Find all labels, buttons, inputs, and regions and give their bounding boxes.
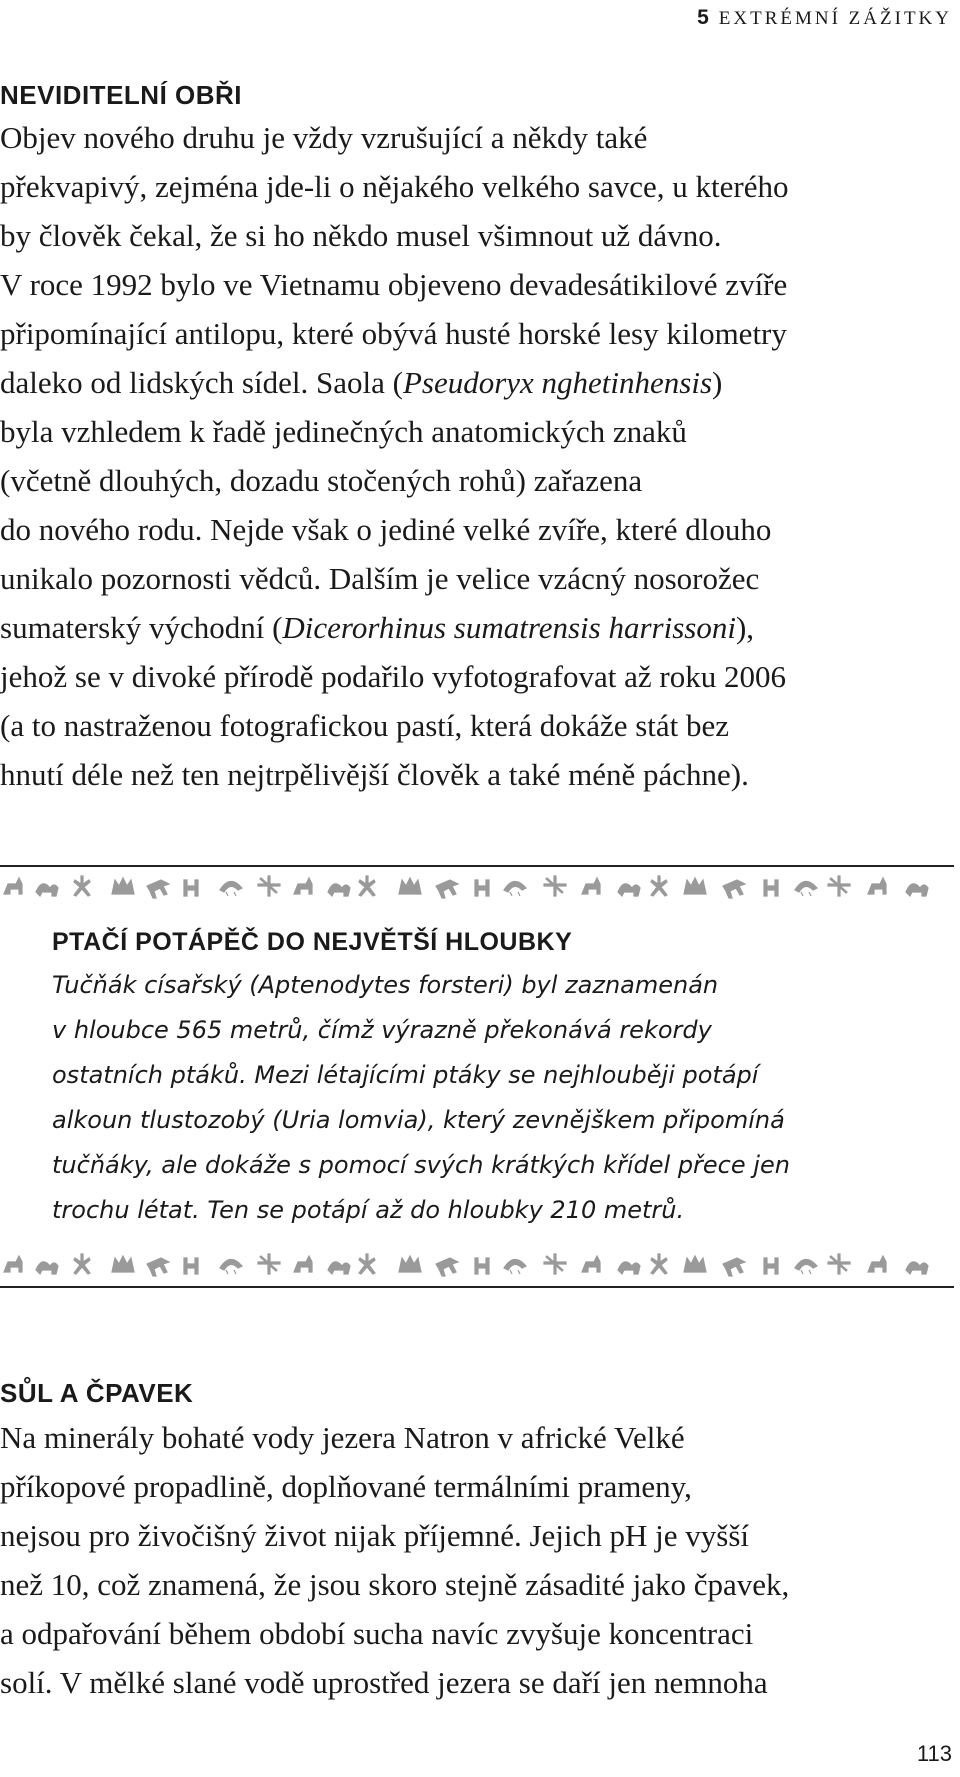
animal-silhouette-icon <box>651 1254 667 1274</box>
body-line: než 10, což znamená, že jsou skoro stejně zásadité jako čpavek, <box>0 1567 790 1602</box>
animal-silhouette-icon <box>112 878 134 894</box>
animal-silhouette-icon <box>220 881 242 896</box>
animal-decoration-strip-top <box>0 872 954 902</box>
animal-silhouette-icon <box>764 880 778 896</box>
animal-silhouette-icon <box>906 884 928 896</box>
box-heading: PTAČÍ POTÁPĚČ DO NEJVĚTŠÍ HLOUBKY <box>52 928 573 956</box>
body-line: překvapivý, zejména jde-li o nějakého velkého savce, u kterého <box>0 169 789 204</box>
running-head <box>697 6 952 30</box>
animal-silhouette-icon <box>184 880 198 896</box>
animal-silhouette-icon <box>618 884 640 896</box>
animal-silhouette-icon <box>828 1254 850 1274</box>
page-number: 113 <box>916 1741 952 1766</box>
animal-silhouette-icon <box>475 1258 489 1274</box>
animal-silhouette-icon <box>828 876 850 896</box>
animal-silhouette-icon <box>475 880 489 896</box>
animal-silhouette-icon <box>723 1258 745 1276</box>
animal-silhouette-icon <box>436 1258 458 1276</box>
species-name: Dicerorhinus sumatrensis harrissoni <box>282 610 736 645</box>
box-line: trochu létat. Ten se potápí až do hloubky 210 metrů. <box>52 1196 685 1224</box>
body-line: unikalo pozornosti vědců. Dalším je velice vzácný nosorožec <box>0 561 760 596</box>
animal-silhouette-icon <box>618 1262 640 1274</box>
body-line: solí. V mělké slané vodě uprostřed jezera se daří jen nemnoha <box>0 1665 768 1700</box>
body-line: a odpařování během období sucha navíc zvyšuje koncentraci <box>0 1616 754 1651</box>
body-line: do nového rodu. Nejde však o jediné velké zvíře, které dlouho <box>0 512 772 547</box>
animal-silhouette-icon <box>684 878 706 894</box>
animal-silhouette-icon <box>582 1256 600 1272</box>
animal-silhouette-icon <box>258 876 280 896</box>
section-sul-a-cpavek <box>0 1378 960 1707</box>
animal-silhouette-icon <box>544 876 566 896</box>
chapter-title: EXTRÉMNÍ ZÁŽITKY <box>718 8 952 29</box>
body-line: hnutí déle než ten nejtrpělivější člověk a také méně páchne). <box>0 757 749 792</box>
animal-silhouette-icon <box>359 1254 375 1274</box>
body-line: příkopové propadlině, doplňované termálními prameny, <box>0 1469 692 1504</box>
animal-decoration-strip-bottom <box>0 1250 954 1280</box>
box-line: ostatních ptáků. Mezi létajícími ptáky se nejhlouběji potápí <box>52 1061 759 1089</box>
animal-silhouette-icon <box>868 1256 886 1272</box>
text-run: ), <box>735 610 755 645</box>
body-line: V roce 1992 bylo ve Vietnamu objeveno devadesátikilové zvíře <box>0 267 788 302</box>
body-line: (včetně dlouhých, dozadu stočených rohů) zařazena <box>0 463 643 498</box>
animal-silhouette-icon <box>294 878 312 894</box>
body-line: by člověk čekal, že si ho někdo musel všimnout už dávno. <box>0 218 722 253</box>
box-line: Tučňák císařský (Aptenodytes forsteri) byl zaznamenán <box>52 971 719 999</box>
animal-silhouette-icon <box>504 881 526 896</box>
animal-silhouette-icon <box>36 884 58 896</box>
animal-silhouette-icon <box>684 1256 706 1272</box>
animal-silhouette-icon <box>147 1258 169 1276</box>
animal-silhouette-icon <box>258 1254 280 1274</box>
animal-silhouette-icon <box>147 880 169 898</box>
animal-silhouette-icon <box>582 878 600 894</box>
animal-silhouette-icon <box>328 884 350 896</box>
box-line: alkoun tlustozobý (Uria lomvia), který zevnějškem připomíná <box>52 1106 785 1134</box>
text-run: ) <box>712 365 723 400</box>
body-line: Na minerály bohaté vody jezera Natron v africké Velké <box>0 1420 685 1455</box>
chapter-number: 5 <box>697 6 709 29</box>
animal-silhouette-icon <box>399 1256 421 1272</box>
sidebar-box <box>52 928 952 1233</box>
animal-silhouette-icon <box>436 880 458 898</box>
body-line: byla vzhledem k řadě jedinečných anatomických znaků <box>0 414 687 449</box>
animal-silhouette-icon <box>399 878 421 894</box>
animal-silhouette-icon <box>723 880 745 898</box>
body-line: jehož se v divoké přírodě podařilo vyfotografovat až roku 2006 <box>0 659 786 694</box>
animal-silhouette-icon <box>795 1259 817 1274</box>
box-body <box>52 963 952 1233</box>
animal-silhouette-icon <box>359 876 375 896</box>
animal-silhouette-icon <box>795 881 817 896</box>
section-heading: SŮL A ČPAVEK <box>0 1378 194 1408</box>
text-run: sumaterský východní ( <box>0 610 283 645</box>
animal-silhouette-icon <box>74 876 90 896</box>
animal-silhouette-icon <box>906 1262 928 1274</box>
section-body <box>0 113 960 799</box>
section-neviditelni-obri <box>0 80 960 799</box>
body-line: (a to nastraženou fotografickou pastí, která dokáže stát bez <box>0 708 730 743</box>
species-name: Pseudoryx nghetinhensis <box>402 365 713 400</box>
box-line: v hloubce 565 metrů, čímž výrazně překonává rekordy <box>52 1016 712 1044</box>
animal-silhouette-icon <box>868 878 886 894</box>
body-line <box>0 603 960 652</box>
section-body <box>0 1413 960 1707</box>
text-run: daleko od lidských sídel. Saola ( <box>0 365 403 400</box>
body-line: připomínající antilopu, které obývá husté horské lesy kilometry <box>0 316 787 351</box>
animal-silhouette-icon <box>184 1258 198 1274</box>
animal-silhouette-icon <box>328 1262 350 1274</box>
animal-silhouette-icon <box>4 1256 22 1272</box>
box-bottom-rule <box>0 1286 954 1288</box>
animal-silhouette-icon <box>294 1256 312 1272</box>
animal-silhouette-icon <box>220 1259 242 1274</box>
body-line <box>0 358 960 407</box>
section-heading: NEVIDITELNÍ OBŘI <box>0 80 243 110</box>
animal-silhouette-icon <box>544 1254 566 1274</box>
body-line: nejsou pro živočišný život nijak příjemné. Jejich pH je vyšší <box>0 1518 750 1553</box>
animal-silhouette-icon <box>651 876 667 896</box>
animal-silhouette-icon <box>36 1262 58 1274</box>
body-line: Objev nového druhu je vždy vzrušující a někdy také <box>0 120 648 155</box>
animal-silhouette-icon <box>504 1259 526 1274</box>
animal-silhouette-icon <box>764 1258 778 1274</box>
animal-silhouette-icon <box>74 1254 90 1274</box>
animal-silhouette-icon <box>112 1256 134 1272</box>
animal-silhouette-icon <box>4 878 22 894</box>
box-line: tučňáky, ale dokáže s pomocí svých krátkých křídel přece jen <box>52 1151 790 1179</box>
box-top-rule <box>0 865 954 867</box>
